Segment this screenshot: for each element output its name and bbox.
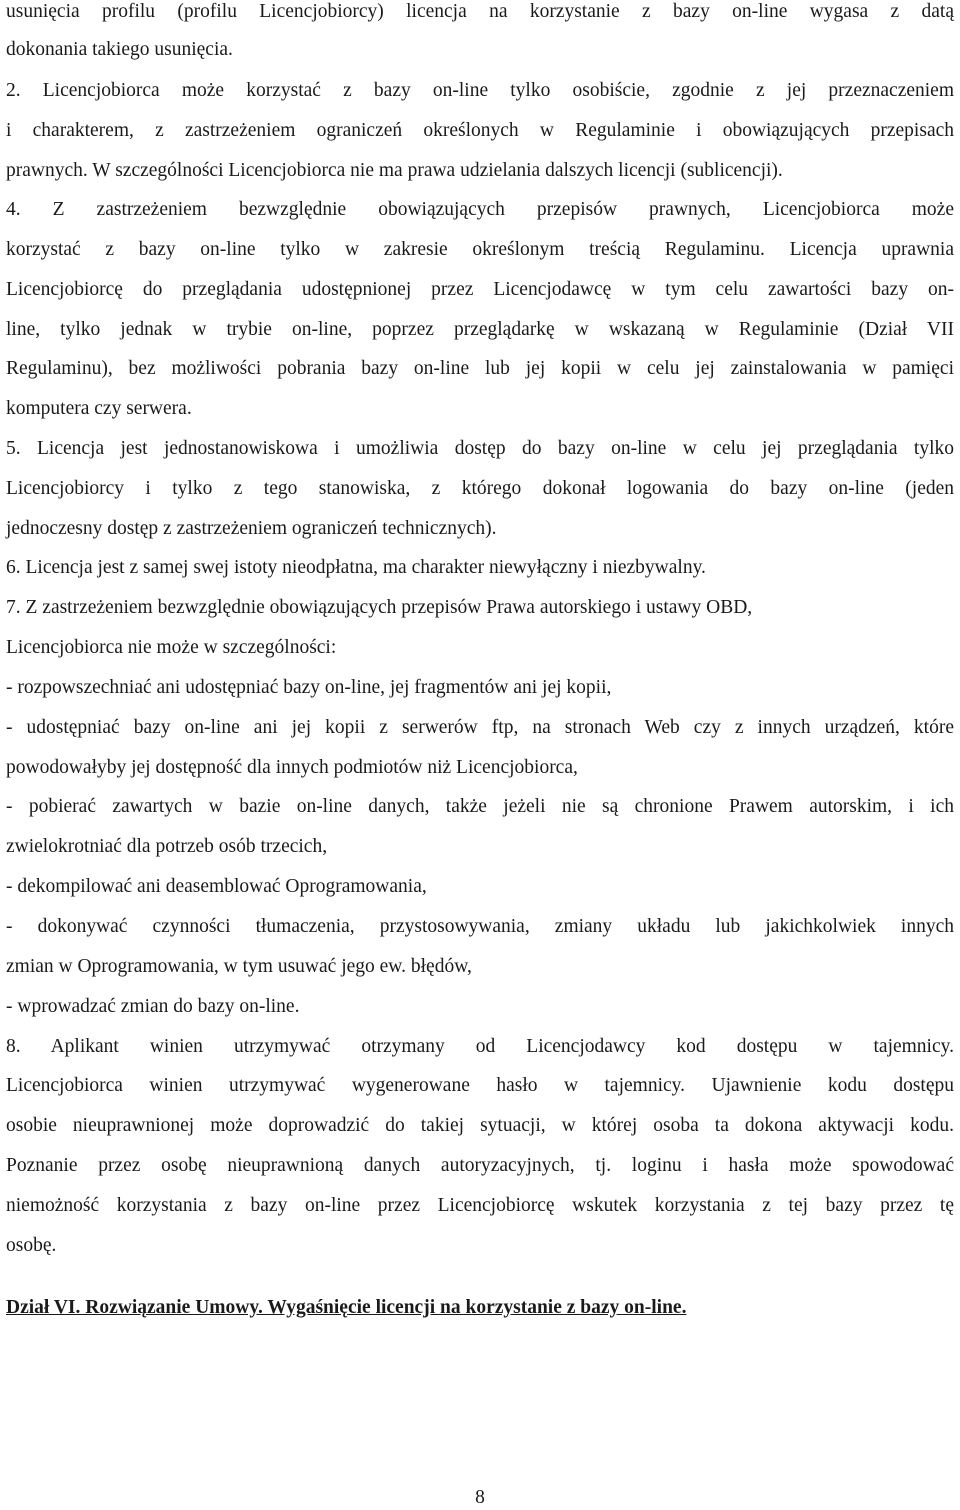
text-line: - rozpowszechniać ani udostępniać bazy on-line, jej fragmentów ani jej kopii,: [6, 677, 612, 698]
text-line: zwielokrotniać dla potrzeb osób trzecich,: [6, 836, 328, 857]
text-line: Poznanie przez osobę nieuprawnioną danych autoryzacyjnych, tj. loginu i hasła może spowodować: [6, 1155, 954, 1176]
text-line: - dekompilować ani deasemblować Oprogramowania,: [6, 876, 427, 897]
section-heading: Dział VI. Rozwiązanie Umowy. Wygaśnięcie licencji na korzystanie z bazy on-line.: [6, 1297, 687, 1318]
text-line: osobę.: [6, 1235, 57, 1256]
page-number: 8: [475, 1487, 485, 1508]
text-line: korzystać z bazy on-line tylko w zakresie określonym treścią Regulaminu. Licencja uprawnia: [6, 239, 954, 260]
text-line: powodowałyby jej dostępność dla innych podmiotów niż Licencjobiorca,: [6, 757, 578, 778]
text-line: - dokonywać czynności tłumaczenia, przystosowywania, zmiany układu lub jakichkolwiek innych: [6, 916, 954, 937]
text-line: line, tylko jednak w trybie on-line, poprzez przeglądarkę w wskazaną w Regulaminie (Dział VII: [6, 319, 954, 340]
text-line: usunięcia profilu (profilu Licencjobiorcy) licencja na korzystanie z bazy on-line wygasa z datą: [6, 1, 954, 22]
text-line: prawnych. W szczególności Licencjobiorca nie ma prawa udzielania dalszych licencji (sublicencji).: [6, 160, 783, 181]
text-line: Licencjobiorcę do przeglądania udostępnionej przez Licencjodawcę w tym celu zawartości bazy on-: [6, 279, 954, 300]
text-line: komputera czy serwera.: [6, 398, 192, 419]
text-line: 7. Z zastrzeżeniem bezwzględnie obowiązujących przepisów Prawa autorskiego i ustawy OBD,: [6, 597, 753, 618]
text-line: - pobierać zawartych w bazie on-line danych, także jeżeli nie są chronione Prawem autorskim, i ich: [6, 796, 954, 817]
text-line: Regulaminu), bez możliwości pobrania bazy on-line lub jej kopii w celu jej zainstalowania w pamięci: [6, 358, 954, 379]
text-line: 5. Licencja jest jednostanowiskowa i umożliwia dostęp do bazy on-line w celu jej przeglądania tylko: [6, 438, 954, 459]
text-line: 6. Licencja jest z samej swej istoty nieodpłatna, ma charakter niewyłączny i niezbywalny.: [6, 557, 706, 578]
text-line: 2. Licencjobiorca może korzystać z bazy on-line tylko osobiście, zgodnie z jej przeznaczeniem: [6, 80, 954, 101]
text-line: dokonania takiego usunięcia.: [6, 39, 233, 60]
text-line: osobie nieuprawnionej może doprowadzić do takiej sytuacji, w której osoba ta dokona aktywacji kodu.: [6, 1115, 954, 1136]
text-line: Licencjobiorca nie może w szczególności:: [6, 637, 337, 658]
text-line: niemożność korzystania z bazy on-line przez Licencjobiorcę wskutek korzystania z tej bazy przez tę: [6, 1195, 954, 1216]
text-line: zmian w Oprogramowania, w tym usuwać jego ew. błędów,: [6, 956, 472, 977]
text-line: i charakterem, z zastrzeżeniem ograniczeń określonych w Regulaminie i obowiązujących przepisach: [6, 120, 954, 141]
text-line: Licencjobiorca winien utrzymywać wygenerowane hasło w tajemnicy. Ujawnienie kodu dostępu: [6, 1075, 954, 1096]
text-line: Licencjobiorcy i tylko z tego stanowiska, z którego dokonał logowania do bazy on-line (jeden: [6, 478, 954, 499]
text-line: 4. Z zastrzeżeniem bezwzględnie obowiązujących przepisów prawnych, Licencjobiorca może: [6, 199, 954, 220]
text-line: - udostępniać bazy on-line ani jej kopii z serwerów ftp, na stronach Web czy z innych urządzeń, które: [6, 717, 954, 738]
text-line: jednoczesny dostęp z zastrzeżeniem ograniczeń technicznych).: [6, 518, 497, 539]
text-line: - wprowadzać zmian do bazy on-line.: [6, 996, 300, 1017]
text-line: 8. Aplikant winien utrzymywać otrzymany od Licencjodawcy kod dostępu w tajemnicy.: [6, 1036, 954, 1057]
